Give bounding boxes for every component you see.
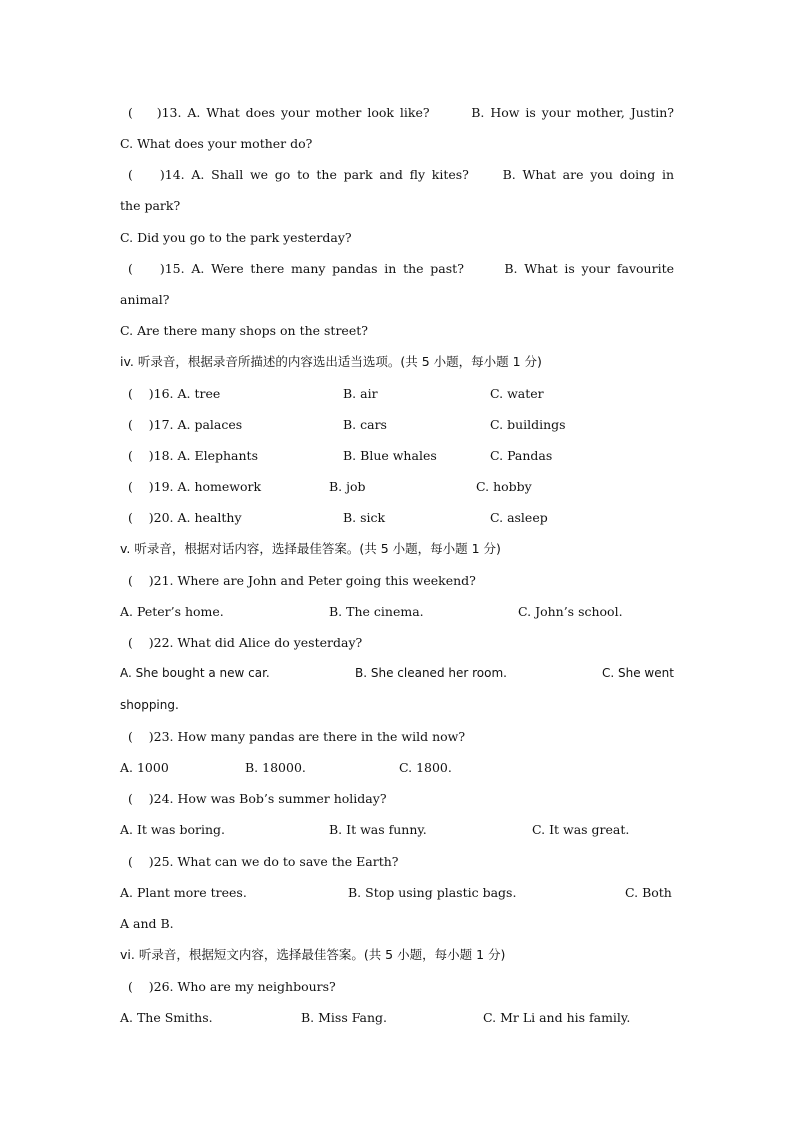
question-17-option-c: C. buildings bbox=[490, 417, 566, 432]
question-25-option-c: C. Both bbox=[625, 885, 672, 900]
question-14-continuation: the park? bbox=[120, 198, 181, 213]
question-15-option-c: C. Are there many shops on the street? bbox=[120, 323, 368, 338]
question-15-line: ( )15. A. Were there many pandas in the past? B. What is your favourite bbox=[128, 261, 674, 276]
question-15-continuation: animal? bbox=[120, 292, 170, 307]
question-13-line: ( )13. A. What does your mother look like? B. How is your mother, Justin? bbox=[128, 105, 674, 120]
question-22-option-a: A. She bought a new car. bbox=[120, 666, 270, 680]
question-20-option-a: ( )20. A. healthy bbox=[128, 510, 242, 525]
question-26-option-b: B. Miss Fang. bbox=[301, 1010, 388, 1025]
question-17-option-a: ( )17. A. palaces bbox=[128, 417, 243, 432]
question-20-option-b: B. sick bbox=[343, 510, 386, 525]
question-16-option-a: ( )16. A. tree bbox=[128, 386, 221, 401]
question-24-stem: ( )24. How was Bob’s summer holiday? bbox=[128, 791, 387, 806]
question-19-option-b: B. job bbox=[329, 479, 366, 494]
question-23-option-c: C. 1800. bbox=[399, 760, 452, 775]
question-23-stem: ( )23. How many pandas are there in the wild now? bbox=[128, 729, 466, 744]
question-22-stem: ( )22. What did Alice do yesterday? bbox=[128, 635, 363, 650]
question-19-option-a: ( )19. A. homework bbox=[128, 479, 262, 494]
question-22-option-c-continuation: shopping. bbox=[120, 698, 179, 712]
question-19-option-c: C. hobby bbox=[476, 479, 532, 494]
question-14-option-c: C. Did you go to the park yesterday? bbox=[120, 230, 352, 245]
question-18-option-b: B. Blue whales bbox=[343, 448, 437, 463]
section-v-heading: v. 听录音，根据对话内容，选择最佳答案。(共 5 小题，每小题 1 分) bbox=[120, 541, 501, 556]
question-18-option-c: C. Pandas bbox=[490, 448, 553, 463]
question-25-option-c-continuation: A and B. bbox=[120, 916, 174, 931]
question-25-option-b: B. Stop using plastic bags. bbox=[348, 885, 517, 900]
question-21-stem: ( )21. Where are John and Peter going this weekend? bbox=[128, 573, 476, 588]
question-25-stem: ( )25. What can we do to save the Earth? bbox=[128, 854, 399, 869]
question-21-option-c: C. John’s school. bbox=[518, 604, 623, 619]
question-23-option-a: A. 1000 bbox=[120, 760, 169, 775]
question-18-option-a: ( )18. A. Elephants bbox=[128, 448, 258, 463]
question-22-option-c: C. She went bbox=[602, 666, 674, 680]
question-26-option-c: C. Mr Li and his family. bbox=[483, 1010, 631, 1025]
question-26-stem: ( )26. Who are my neighbours? bbox=[128, 979, 336, 994]
question-17-option-b: B. cars bbox=[343, 417, 387, 432]
question-25-option-a: A. Plant more trees. bbox=[120, 885, 247, 900]
question-20-option-c: C. asleep bbox=[490, 510, 548, 525]
question-22-option-b: B. She cleaned her room. bbox=[355, 666, 507, 680]
question-24-option-b: B. It was funny. bbox=[329, 822, 427, 837]
question-16-option-c: C. water bbox=[490, 386, 544, 401]
question-24-option-c: C. It was great. bbox=[532, 822, 630, 837]
question-21-option-a: A. Peter’s home. bbox=[120, 604, 224, 619]
section-vi-heading: vi. 听录音，根据短文内容，选择最佳答案。(共 5 小题，每小题 1 分) bbox=[120, 947, 506, 962]
question-13-option-c: C. What does your mother do? bbox=[120, 136, 313, 151]
section-iv-heading: iv. 听录音，根据录音所描述的内容选出适当选项。(共 5 小题，每小题 1 分) bbox=[120, 354, 542, 369]
question-16-option-b: B. air bbox=[343, 386, 378, 401]
question-21-option-b: B. The cinema. bbox=[329, 604, 424, 619]
question-14-line: ( )14. A. Shall we go to the park and fly kites? B. What are you doing in bbox=[128, 167, 674, 182]
question-26-option-a: A. The Smiths. bbox=[120, 1010, 213, 1025]
question-23-option-b: B. 18000. bbox=[245, 760, 306, 775]
question-24-option-a: A. It was boring. bbox=[120, 822, 225, 837]
